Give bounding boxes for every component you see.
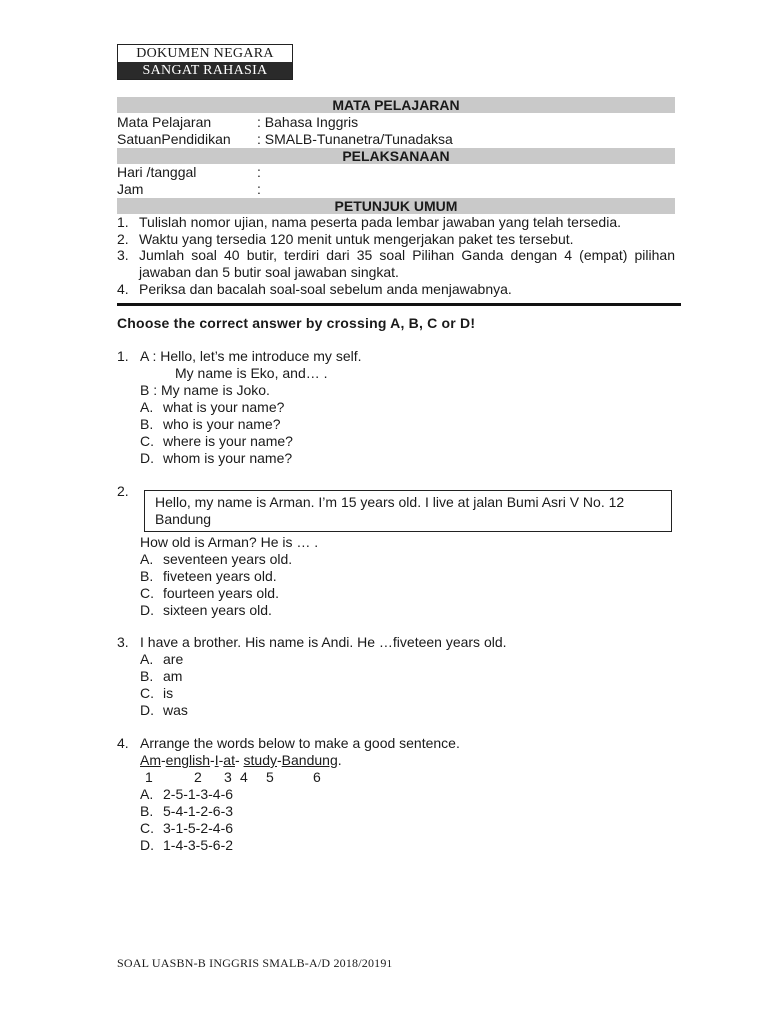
question-text: I have a brother. His name is Andi. He …fiveteen years old. xyxy=(140,634,507,650)
petunjuk-list xyxy=(117,214,675,298)
info-value: : Bahasa Inggris xyxy=(257,114,359,130)
option-text: are xyxy=(163,651,184,667)
answer-option[interactable] xyxy=(117,416,281,433)
dialog-line: B : My name is Joko. xyxy=(140,382,270,398)
list-item xyxy=(117,231,675,248)
option-letter: D. xyxy=(140,837,154,853)
question-4 xyxy=(117,735,460,854)
word-number: 1 xyxy=(145,769,153,785)
question-text: Arrange the words below to make a good sentence. xyxy=(140,735,460,751)
option-letter: A. xyxy=(140,786,154,802)
answer-option[interactable] xyxy=(117,668,183,685)
answer-option[interactable] xyxy=(117,702,188,719)
mata-pelajaran-heading: MATA PELAJARAN xyxy=(117,97,675,113)
option-text: was xyxy=(163,702,188,718)
info-label: Jam xyxy=(117,181,144,197)
option-letter: D. xyxy=(140,450,154,466)
option-letter: C. xyxy=(140,585,154,601)
option-letter: B. xyxy=(140,568,154,584)
separator: - xyxy=(277,752,282,768)
option-text: whom is your name? xyxy=(163,450,293,466)
option-letter: A. xyxy=(140,551,154,567)
item-number: 4. xyxy=(117,280,129,297)
question-number: 1. xyxy=(117,348,129,364)
option-text: sixteen years old. xyxy=(163,602,272,618)
option-text: seventeen years old. xyxy=(163,551,293,567)
question-1 xyxy=(117,348,362,467)
question-number: 3. xyxy=(117,634,129,650)
question-number: 2. xyxy=(117,483,129,499)
question-text: How old is Arman? He is … . xyxy=(140,534,319,550)
list-item xyxy=(117,247,675,280)
answer-option[interactable] xyxy=(117,399,285,416)
option-text: 3-1-5-2-4-6 xyxy=(163,820,234,836)
option-text: what is your name? xyxy=(163,399,285,415)
list-item xyxy=(117,281,675,298)
info-value: : SMALB-Tunanetra/Tunadaksa xyxy=(257,131,453,147)
answer-option[interactable] xyxy=(117,685,174,702)
word-number: 3 xyxy=(224,769,232,785)
separator: - xyxy=(218,752,224,768)
separator: - xyxy=(161,752,166,768)
item-text: Periksa dan bacalah soal-soal sebelum anda menjawabnya. xyxy=(139,280,512,297)
option-text: who is your name? xyxy=(163,416,281,432)
option-letter: B. xyxy=(140,416,154,432)
option-letter: C. xyxy=(140,820,154,836)
item-text: Jumlah soal 40 butir, terdiri dari 35 soal Pilihan Ganda dengan 4 (empat) pilihan jawaban dan 5 butir soal jawaban singkat. xyxy=(139,247,675,281)
option-text: fourteen years old. xyxy=(163,585,279,601)
info-value: : xyxy=(257,164,261,180)
answer-option[interactable] xyxy=(117,786,234,803)
option-letter: A. xyxy=(140,399,154,415)
option-text: is xyxy=(163,685,174,701)
classification-line2: SANGAT RAHASIA xyxy=(118,62,292,79)
item-number: 2. xyxy=(117,230,129,247)
option-text: 2-5-1-3-4-6 xyxy=(163,786,234,802)
option-letter: B. xyxy=(140,668,154,684)
word: Bandung xyxy=(281,752,338,768)
answer-option[interactable] xyxy=(117,651,184,668)
option-text: fiveteen years old. xyxy=(163,568,277,584)
option-text: 1-4-3-5-6-2 xyxy=(163,837,234,853)
item-text: Tulislah nomor ujian, nama peserta pada lembar jawaban yang telah tersedia. xyxy=(139,214,621,230)
option-letter: B. xyxy=(140,803,154,819)
word-sequence xyxy=(117,752,342,769)
option-letter: D. xyxy=(140,702,154,718)
answer-option[interactable] xyxy=(117,803,234,820)
word-number: 4 xyxy=(240,769,248,785)
list-item xyxy=(117,214,675,231)
word-number: 2 xyxy=(194,769,202,785)
dialog-line: My name is Eko, and… . xyxy=(175,365,328,381)
reading-passage: Hello, my name is Arman. I’m 15 years old. I live at jalan Bumi Asri V No. 12 Bandung xyxy=(144,490,672,532)
word: english xyxy=(165,752,211,768)
question-number: 4. xyxy=(117,735,129,751)
option-text: am xyxy=(163,668,183,684)
page-number: 1 xyxy=(386,958,393,970)
word: I xyxy=(214,752,219,768)
word-numbers xyxy=(117,769,321,786)
word: study xyxy=(243,752,277,768)
option-letter: C. xyxy=(140,685,154,701)
answer-option[interactable] xyxy=(117,837,234,854)
info-label: Hari /tanggal xyxy=(117,164,197,180)
word-list xyxy=(140,752,342,769)
answer-option[interactable] xyxy=(117,450,293,467)
item-number: 1. xyxy=(117,214,129,230)
option-text: where is your name? xyxy=(163,433,293,449)
answer-option[interactable] xyxy=(117,433,293,450)
word-number: 6 xyxy=(313,769,321,785)
pelaksanaan-heading: PELAKSANAAN xyxy=(117,148,675,164)
separator: - xyxy=(210,752,215,768)
word-number: 5 xyxy=(266,769,274,785)
option-letter: D. xyxy=(140,602,154,618)
word: at xyxy=(223,752,235,768)
info-value: : xyxy=(257,181,261,197)
footer-text: SOAL UASBN-B INGGRIS SMALB-A/D 2018/2019 xyxy=(117,956,387,970)
dialog-line: A : Hello, let’s me introduce my self. xyxy=(140,348,362,364)
question-3 xyxy=(117,634,507,719)
instruction: Choose the correct answer by crossing A, B, C or D! xyxy=(117,315,476,331)
option-letter: A. xyxy=(140,651,154,667)
info-label: Mata Pelajaran xyxy=(117,114,212,130)
option-letter: C. xyxy=(140,433,154,449)
info-label: SatuanPendidikan xyxy=(117,131,231,147)
footer xyxy=(117,956,392,971)
option-text: 5-4-1-2-6-3 xyxy=(163,803,234,819)
petunjuk-heading: PETUNJUK UMUM xyxy=(117,198,675,214)
word: Am xyxy=(140,752,161,768)
classification-line1: DOKUMEN NEGARA xyxy=(118,45,292,62)
answer-option[interactable] xyxy=(117,820,234,837)
separator: . xyxy=(337,752,342,768)
divider xyxy=(117,303,681,306)
item-number: 3. xyxy=(117,247,129,264)
classification-box xyxy=(117,44,293,80)
separator: - xyxy=(234,752,244,768)
item-text: Waktu yang tersedia 120 menit untuk mengerjakan paket tes tersebut. xyxy=(139,230,574,247)
